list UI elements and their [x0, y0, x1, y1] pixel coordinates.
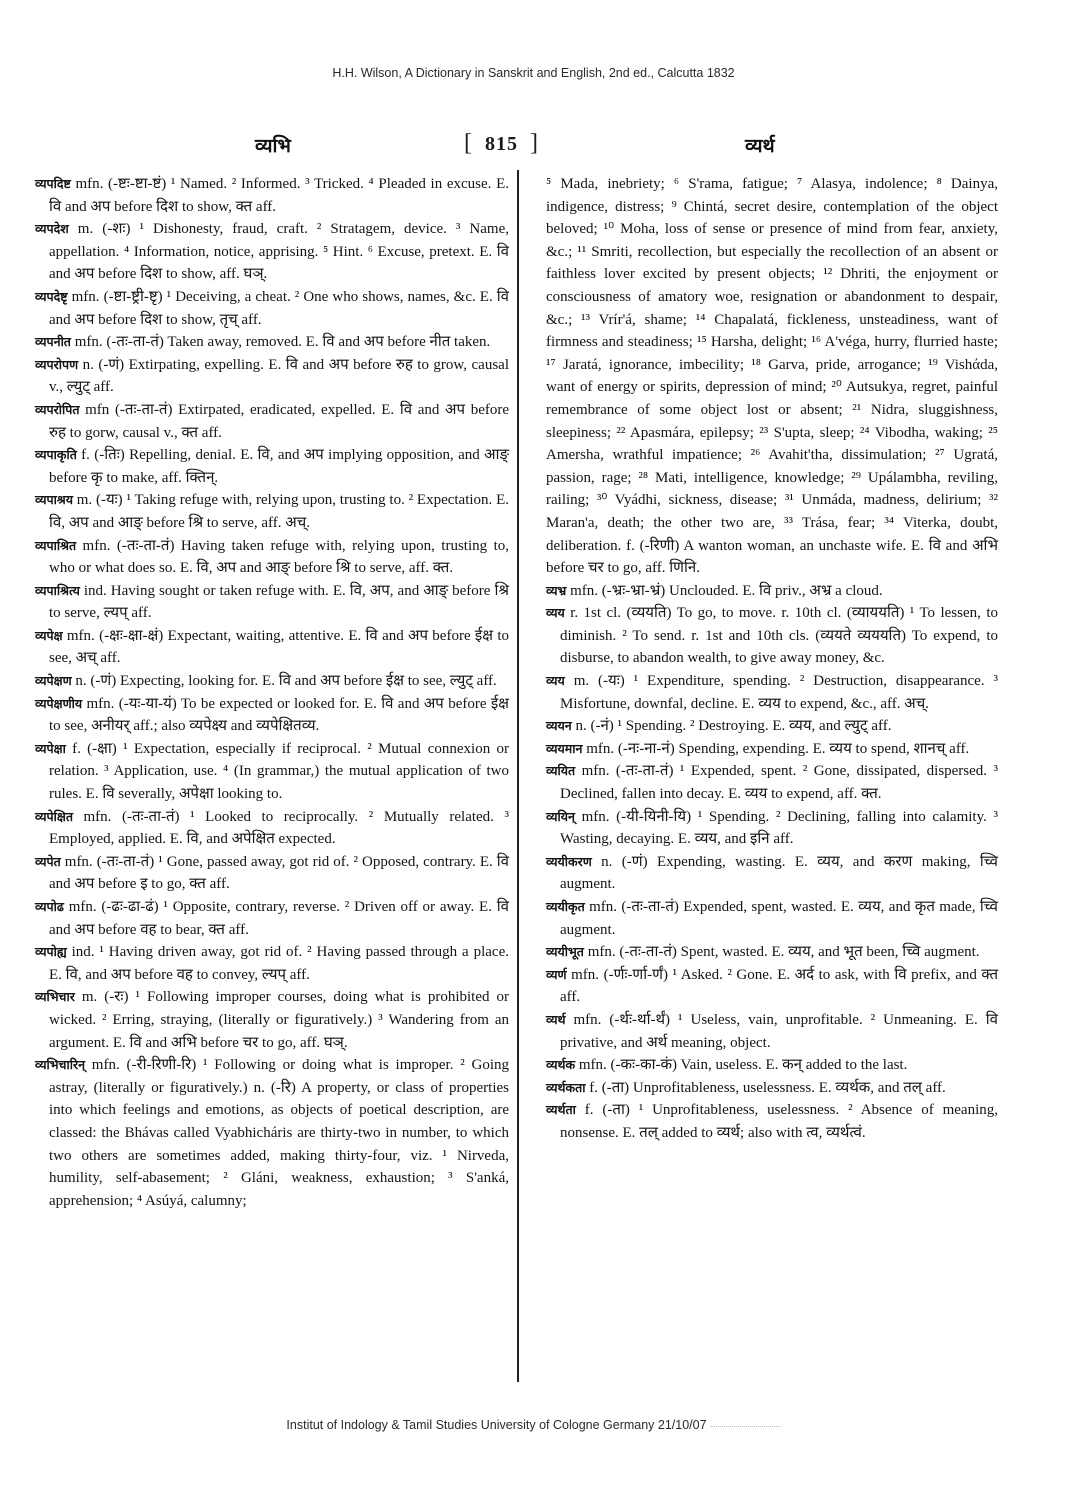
column-divider [517, 170, 519, 1382]
entry-definition: m. (-यः) ¹ Taking refuge with, relying upon, trusting to. ² Expectation. E. वि, अप and आङ् before श्रि to serve, aff. अच्. [49, 492, 509, 531]
entry-headword: व्यपाश्रित [35, 537, 77, 553]
entry-definition: mfn. (-र्णः-र्णा-र्णं) ¹ Asked. ² Gone. E. अर्द to ask, with वि prefix, and क्त aff. [560, 966, 998, 1006]
dictionary-entry [546, 964, 998, 1009]
dictionary-entry [35, 218, 509, 286]
dictionary-entry [546, 1009, 998, 1054]
entry-definition: m. (-रः) ¹ Following improper courses, doing what is prohibited or wicked. ² Erring, straying, (literally or figuratively.) ³ Wandering from an argument. E. वि and अभि before चर to go, aff. घञ्. [49, 989, 509, 1051]
entry-definition: ind. Having sought or taken refuge with. E. वि, अप, and आङ् before श्रि to serve, ल्यप् aff. [49, 582, 509, 622]
entry-definition: f. (-ता) Unprofitableness, uselessness. E. व्यर्थक, and तल् aff. [585, 1079, 946, 1096]
entry-definition: mfn. (-कः-का-कं) Vain, useless. E. कन् added to the last. [575, 1057, 908, 1074]
entry-headword: व्ययीकरण [546, 853, 592, 869]
entry-headword: व्यपेक्षा [35, 740, 66, 756]
entry-definition: m. (-यः) ¹ Expenditure, spending. ² Destruction, disappearance. ³ Misfortune, downfal, decline. E. व्यय to expend, &c., aff. अच्. [560, 673, 998, 712]
entry-headword: व्ययमान [546, 740, 583, 756]
entry-definition: mfn. (-तः-ता-तं) Spent, wasted. E. व्यय, and भूत been, च्वि augment. [583, 944, 980, 961]
entry-headword: व्ययिन् [546, 808, 575, 824]
entry-headword: व्यपरोपण [35, 356, 79, 372]
dictionary-entry [35, 444, 509, 489]
entry-headword: व्यर्ण [546, 966, 567, 982]
entry-headword: व्ययन [546, 718, 572, 734]
dictionary-entry [546, 715, 998, 738]
dictionary-entry [35, 1054, 509, 1212]
entry-definition: mfn. (-तः-ता-तं) ¹ Looked to reciprocally. ² Mutually related. ³ Employed, applied. E. वि, and अपेक्षित expected. [49, 808, 509, 848]
dictionary-entry [35, 896, 509, 941]
entry-headword: व्यर्थ [546, 1011, 566, 1027]
entry-headword: व्यपेत [35, 853, 61, 869]
entry-definition: mfn. (-तः-ता-तं) ¹ Gone, passed away, got rid of. ² Opposed, contrary. E. वि and अप before इ to go, क्त aff. [49, 853, 509, 893]
dictionary-entry [35, 489, 509, 534]
running-head-right: व्यर्थ [745, 135, 775, 157]
dictionary-entry [35, 354, 509, 399]
entry-definition: n. (-णं) Expending, wasting. E. व्यय, and करण making, च्वि augment. [560, 853, 998, 893]
entry-headword: व्यय [546, 673, 565, 689]
entry-headword: व्यपेक्ष [35, 627, 63, 643]
dictionary-entry [546, 941, 998, 964]
entry-definition: n. (-णं) Extirpating, expelling. E. वि and अप before रुह to grow, causal v., ल्युट् aff. [49, 356, 509, 396]
entry-definition: mfn. (-क्षः-क्षा-क्षं) Expectant, waiting, attentive. E. वि and अप before ईक्ष to see, अच् aff. [49, 627, 509, 667]
entry-headword: व्यर्थक [546, 1057, 576, 1073]
entry-definition: mfn. (-ष्टा-ष्ट्री-ष्टृ) ¹ Deceiving, a cheat. ² One who shows, names, &c. E. वि and अप before दिश to show, तृच् aff. [49, 288, 509, 328]
entry-headword: व्यय [546, 605, 565, 621]
entry-headword: व्ययित [546, 763, 576, 779]
entry-definition: mfn. (-ढः-ढा-ढं) ¹ Opposite, contrary, reverse. ² Driven off or away. E. वि and अप before वह to bear, क्त aff. [49, 899, 509, 938]
entry-definition: f. (-ता) ¹ Unprofitableness, uselessness. ² Absence of meaning, nonsense. E. तल् added to व्यर्थ; also with त्व, व्यर्थत्वं. [560, 1102, 998, 1141]
entry-definition: f. (-तिः) Repelling, denial. E. वि, and अप implying opposition, and आङ् before कृ to make, aff. क्तिन्. [49, 447, 509, 486]
dictionary-entry [546, 806, 998, 851]
entry-definition: ind. ¹ Having driven away, got rid of. ² Having passed through a place. E. वि, and अप before वह to convey, ल्यप् aff. [49, 944, 509, 983]
entry-definition: ⁵ Mada, inebriety; ⁶ S'rama, fatigue; ⁷ Alasya, indolence; ⁸ Dainya, indigence, distress; ⁹ Chintá, secret desire, contemplation of the object beloved; ¹⁰ Moha, loss of sense or presence of mind from fear, anxiety, &c.; ¹¹ Smriti, recollection, but especially the recollection of an absent or faithless lover excited by present objects; ¹² Dhriti, the enjoyment or consciousness of amatory woe, resignation or abandonment to despair, &c.; ¹³ Vrír'á, shame; ¹⁴ Chapalatá, fickleness, unsteadiness, want of firmness and steadiness; ¹⁵ Harsha, delight; ¹⁶ A'végа, hurry, flurried haste; ¹⁷ Jaratá, ignorance, imbecility; ¹⁸ Garva, pride, arrogance; ¹⁹ Vishάda, want of energy or spirits, depression of mind; ²⁰ Autsukya, regret, painful remembrance of some object lost or absent; ²¹ Nidra, sluggishness, sleepiness; ²² Apasmára, epilepsy; ²³ S'upta, sleep; ²⁴ Vibodha, waking; ²⁵ Amersha, wrathful impatience; ²⁶ Avahit'tha, dissimulation; ²⁷ Ugratá, passion, rage; ²⁸ Mati, intelligence, knowledge; ²⁹ Upálambha, reviling, railing; ³⁰ Vyádhi, sickness, disease; ³¹ Unmáda, madness, delirium; ³² Maran'a, death; the other two are, ³³ Trása, fear; ³⁴ Viterka, doubt, deliberation. f. (-रिणी) A wanton woman, an unchaste wife. E. वि and अभि before चर to go, aff. णिनि. [546, 176, 998, 577]
entry-headword: व्यपनीत [35, 334, 71, 350]
entry-definition: mfn. (-तः-ता-तं) Having taken refuge with, relying upon, trusting to, who or what does so. E. वि, अप and आङ् before श्रि to serve, aff. क्त. [49, 537, 509, 577]
dictionary-entry [35, 851, 509, 896]
entry-headword: व्यपोह्य [35, 944, 67, 960]
dictionary-entry [35, 693, 509, 738]
entry-definition: mfn. (-ष्टः-ष्टा-ष्टं) ¹ Named. ² Informed. ³ Tricked. ⁴ Pleaded in excuse. E. वि and अप before दिश to show, क्त aff. [49, 176, 509, 215]
entry-definition: mfn. (-यः-या-यं) To be expected or looked for. E. वि and अप before ईक्ष to see, अनीयर् aff.; also व्यपेक्ष्य and व्यपेक्षितव्य. [49, 695, 509, 735]
entry-definition: mfn. (-तः-ता-तं) Taken away, removed. E. वि and अप before नीत taken. [70, 334, 491, 351]
dictionary-entry [35, 806, 509, 851]
dictionary-entry [546, 760, 998, 805]
footer-text: Institut of Indology & Tamil Studies University of Cologne Germany 21/10/07 [286, 1418, 707, 1432]
entry-definition: mfn. (-नः-ना-नं) Spending, expending. E. व्यय to spend, शानच् aff. [582, 740, 970, 757]
entry-headword: व्यर्थता [546, 1102, 576, 1118]
entry-headword: व्यभिचार [35, 989, 75, 1005]
left-column [35, 173, 509, 1212]
dictionary-entry [35, 399, 509, 444]
entry-definition: f. (-क्षा) ¹ Expectation, especially if reciprocal. ² Mutual connexion or relation. ³ Application, use. ⁴ (In grammar,) the mutual application of two rules. E. वि severally, अपेक्षा looking to. [49, 740, 509, 803]
footer [0, 1418, 1067, 1432]
dictionary-entry [546, 1077, 998, 1100]
entry-headword: व्यपेक्षणीय [35, 695, 83, 711]
entry-definition: mfn. (-री-रिणी-रि) ¹ Following or doing what is improper. ² Going astray, (literally or figuratively.) n. (-रि) A property, or class of properties into which feelings and emotions, as objects of poetical description, are classed: the Bhávas called Vyabhicháris are thirty-two in number, to which two others are sometimes added, making thirty-four, viz. ¹ Nirveda, humility, self-abasement; ² Gláni, weakness, exhaustion; ³ S'anká, apprehension; ⁴ Asúyá, calumny; [49, 1057, 509, 1209]
entry-headword: व्यपाश्रय [35, 492, 73, 508]
entry-definition: n. (-णं) Expecting, looking for. E. वि and अप before ईक्ष to see, ल्युट् aff. [71, 673, 497, 690]
dictionary-entry [35, 173, 509, 218]
dictionary-entry [546, 602, 998, 670]
entry-headword: व्यपेक्षण [35, 673, 72, 689]
entry-headword: व्यपाश्रित्य [35, 582, 80, 598]
dictionary-entry [546, 173, 998, 580]
entry-headword: व्यभिचारिन् [35, 1057, 86, 1073]
entry-headword: व्यपोढ [35, 899, 64, 914]
dictionary-entry [546, 580, 998, 603]
page-number-value: 815 [485, 133, 518, 155]
entry-headword: व्यपाकृति [35, 447, 77, 463]
page-number: [ 815 ] [464, 130, 539, 156]
dictionary-entry [546, 896, 998, 941]
entry-definition: mfn. (-तः-ता-तं) Expended, spent, wasted. E. व्यय, and कृत made, च्वि augment. [560, 899, 998, 938]
dictionary-entry [35, 941, 509, 986]
dictionary-entry [546, 851, 998, 896]
entry-headword: व्यपरोपित [35, 401, 80, 417]
right-column [546, 173, 998, 1145]
entry-headword: व्यपदिष्ट [35, 176, 71, 191]
entry-definition: mfn. (-र्थः-र्था-र्थं) ¹ Useless, vain, unprofitable. ² Unmeaning. E. वि privative, and अर्थ meaning, object. [560, 1011, 998, 1051]
dictionary-entry [35, 670, 509, 693]
dictionary-entry [546, 738, 998, 761]
dictionary-entry [35, 535, 509, 580]
dictionary-entry [546, 1054, 998, 1077]
entry-headword: व्यपदेश [35, 221, 69, 237]
entry-definition: n. (-नं) ¹ Spending. ² Destroying. E. व्यय, and ल्युट् aff. [571, 718, 892, 735]
dictionary-entry [35, 986, 509, 1054]
entry-definition: m. (-शः) ¹ Dishonesty, fraud, craft. ² Stratagem, device. ³ Name, appellation. ⁴ Information, notice, apprising. ⁵ Hint. ⁶ Excuse, pretext. E. वि and अप before दिश to show, aff. घञ्. [49, 221, 509, 283]
source-header: H.H. Wilson, A Dictionary in Sanskrit and English, 2nd ed., Calcutta 1832 [332, 66, 735, 80]
dictionary-entry [546, 1099, 998, 1144]
entry-headword: व्यपेक्षित [35, 808, 73, 824]
entry-definition: mfn (-तः-ता-तं) Extirpated, eradicated, expelled. E. वि and अप before रुह to gorw, causal v., क्त aff. [49, 401, 509, 441]
dictionary-entry [35, 331, 509, 354]
entry-definition: mfn. (-तः-ता-तं) ¹ Expended, spent. ² Gone, dissipated, dispersed. ³ Declined, fallen into decay. E. व्यय to expend, aff. क्त. [560, 763, 998, 803]
entry-headword: व्यपदेष्टृ [35, 288, 68, 304]
entry-definition: mfn. (-भ्रः-भ्रा-भ्रं) Unclouded. E. वि priv., अभ्र a cloud. [566, 582, 883, 599]
dictionary-entry [35, 625, 509, 670]
dictionary-entry [546, 670, 998, 715]
entry-definition: r. 1st cl. (व्ययति) To go, to move. r. 10th cl. (व्याययति) ¹ To lessen, to diminish. ² To send. r. 1st and 10th cls. (व्ययते व्यययति) To expend, to disburse, to abandon wealth, to give away money, &c. [560, 605, 998, 667]
running-head-left: व्यभि [255, 135, 291, 157]
dictionary-entry [35, 286, 509, 331]
footer-rule [711, 1426, 781, 1427]
entry-headword: व्ययीकृत [546, 899, 585, 914]
entry-headword: व्यभ्र [546, 582, 567, 598]
entry-headword: व्ययीभूत [546, 944, 584, 960]
dictionary-entry [35, 580, 509, 625]
dictionary-entry [35, 738, 509, 806]
entry-headword: व्यर्थकता [546, 1079, 586, 1095]
entry-definition: mfn. (-यी-यिनी-यि) ¹ Spending. ² Declining, falling into calamity. ³ Wasting, decaying. E. व्यय, and इनि aff. [560, 808, 998, 848]
